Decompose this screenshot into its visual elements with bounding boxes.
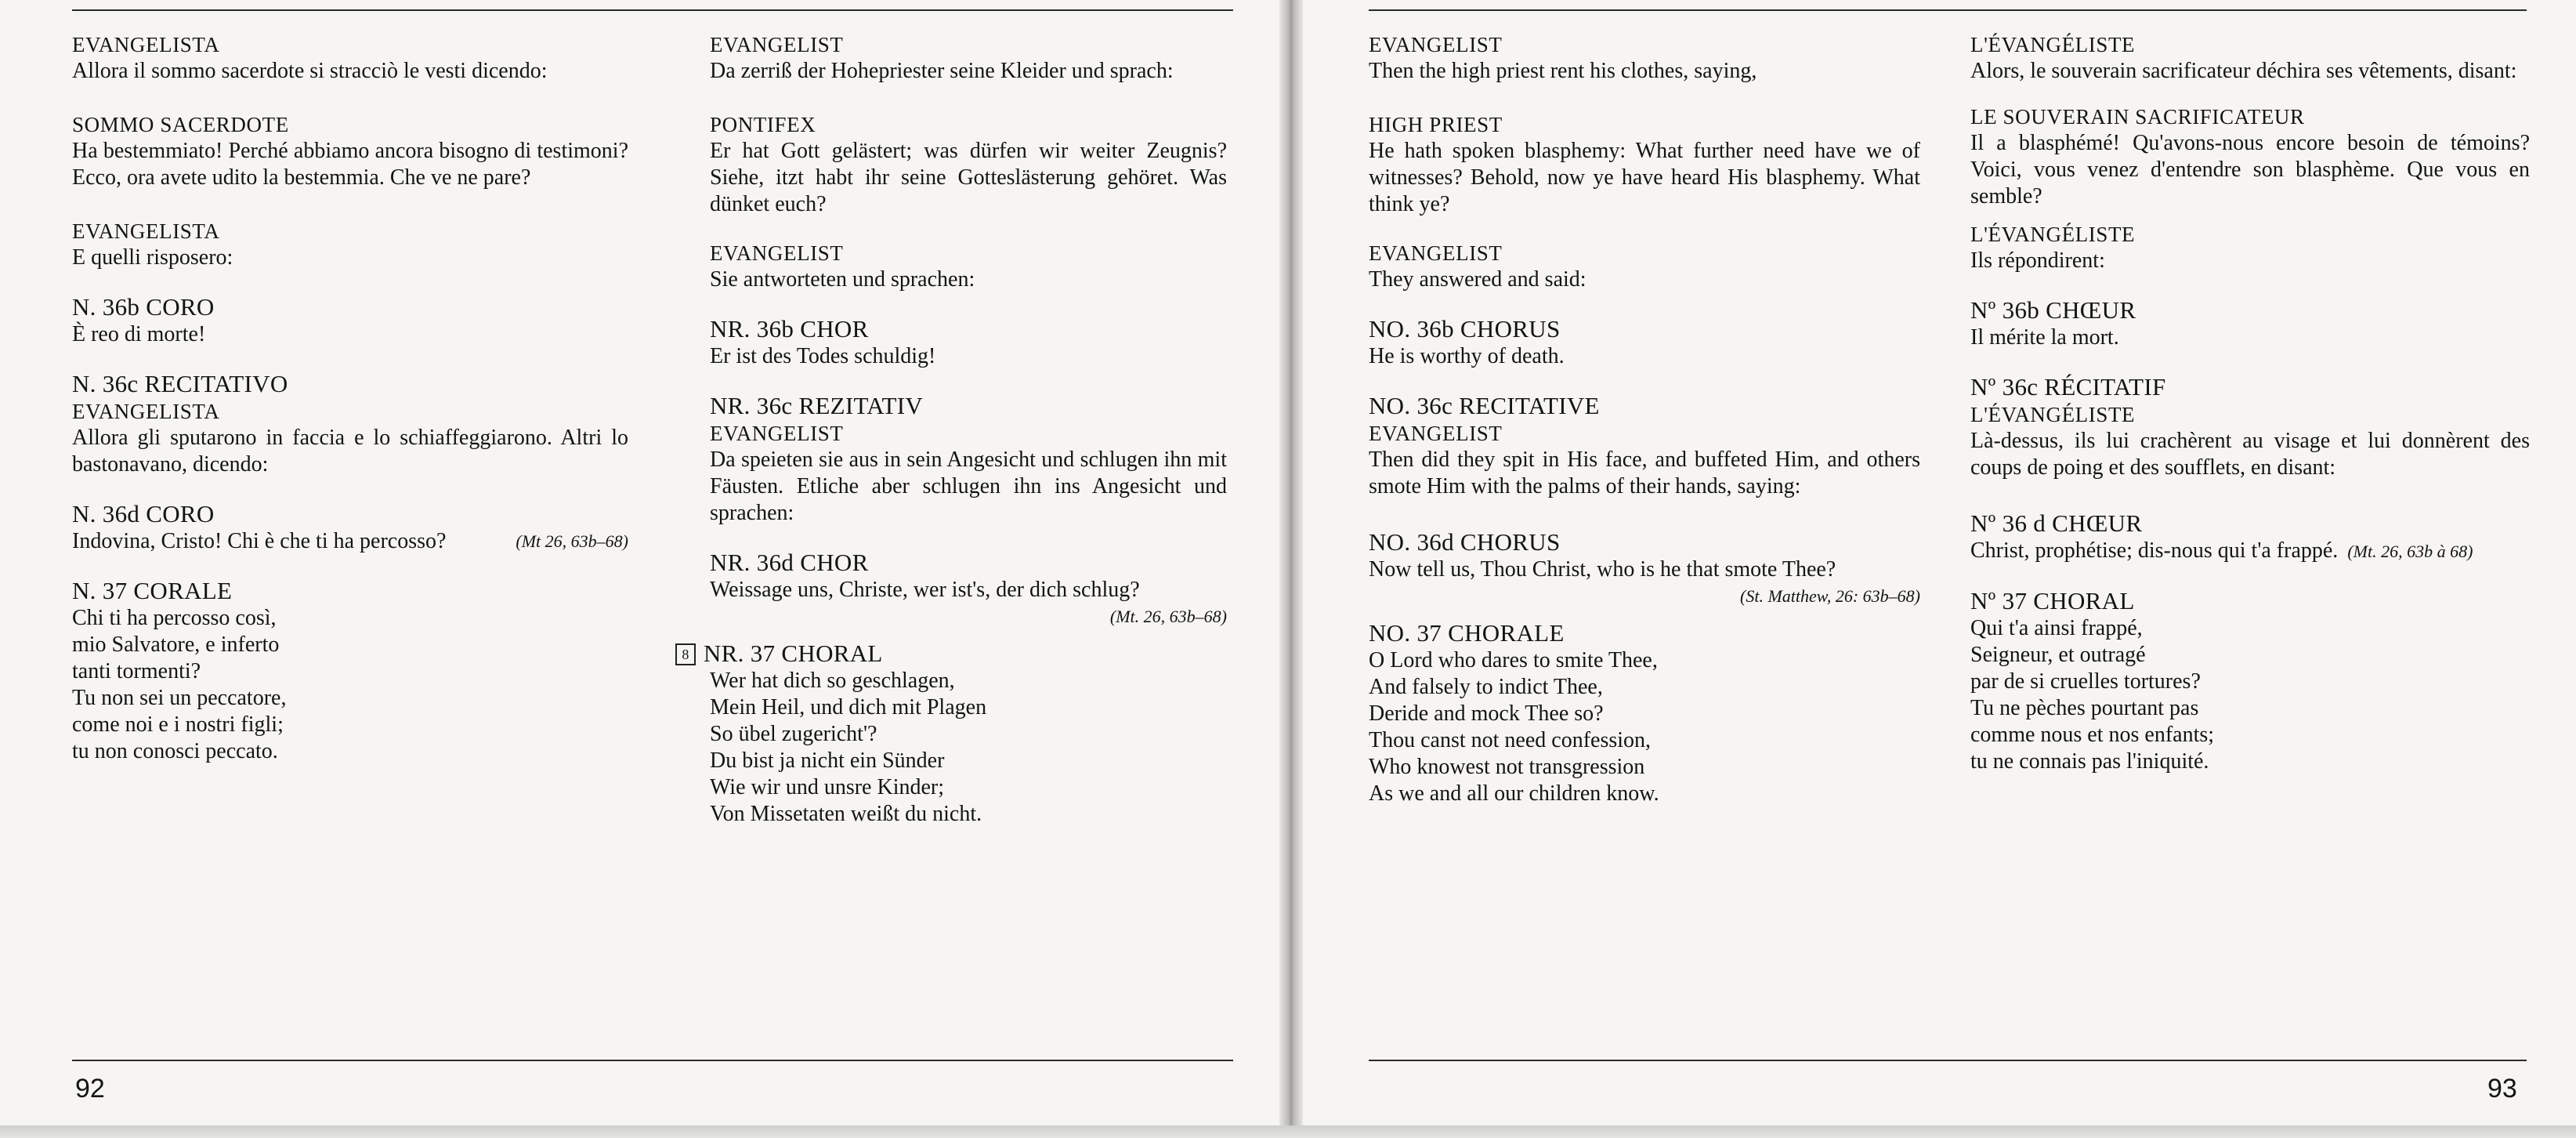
left-page	[0, 0, 1287, 1127]
right-page	[1295, 0, 2576, 1127]
speaker-label: L'ÉVANGÉLISTE	[1970, 223, 2136, 246]
section-heading: NR. 36b CHOR	[710, 315, 869, 342]
section-heading: N. 36d CORO	[72, 500, 215, 527]
text-line: Sie antworteten und sprachen:	[710, 267, 975, 292]
verse-line: Qui t'a ainsi frappé,	[1970, 616, 2143, 640]
speaker-label: SOMMO SACERDOTE	[72, 113, 289, 136]
speaker-label: EVANGELISTA	[72, 400, 220, 423]
text-paragraph: Il a blasphémé! Qu'avons-nous encore besoin de témoins? Voici, vous venez d'entendre son blasphème. Que vous en semble?	[1970, 131, 2530, 208]
scripture-reference: (Mt. 26, 63b–68)	[1109, 607, 1227, 626]
scripture-reference: (St. Matthew, 26: 63b–68)	[1740, 586, 1920, 606]
verse-line: Chi ti ha percosso così,	[72, 606, 277, 630]
text-line	[1970, 538, 2530, 565]
scripture-reference: (Mt 26, 63b–68)	[516, 531, 628, 551]
verse-line: So übel zugericht'?	[710, 722, 877, 746]
speaker-label: EVANGELISTA	[72, 219, 220, 243]
section-heading: NR. 37 CHORAL	[704, 640, 883, 667]
text-paragraph: Then did they spit in His face, and buffeted Him, and others smote Him with the palms of their hands, saying:	[1369, 448, 1920, 498]
page-edge-shadow	[0, 1125, 2576, 1138]
verse-line: Wie wir und unsre Kinder;	[710, 775, 945, 799]
text-line: Then the high priest rent his clothes, saying,	[1369, 59, 1757, 83]
verse-line: come noi e i nostri figli;	[72, 712, 284, 737]
verse-line: Tu non sei un peccatore,	[72, 686, 287, 710]
text-line: Allora il sommo sacerdote si stracciò le vesti dicendo:	[72, 59, 548, 83]
verse-line: Mein Heil, und dich mit Plagen	[710, 695, 987, 719]
scripture-reference: (Mt. 26, 63b à 68)	[2347, 542, 2473, 561]
text-paragraph: Er hat Gott gelästert; was dürfen wir weiter Zeugnis? Siehe, itzt habt ihr seine Gotteslästerung gehöret. Was dünket euch?	[710, 139, 1227, 216]
speaker-label: PONTIFEX	[710, 113, 816, 136]
speaker-label: EVANGELISTA	[72, 33, 220, 56]
section-heading: Nº 36b CHŒUR	[1970, 296, 2136, 324]
track-number-box: 8	[675, 643, 696, 665]
section-heading-row	[675, 640, 1227, 668]
verse-line: Seigneur, et outragé	[1970, 643, 2146, 667]
section-heading: NO. 36c RECITATIVE	[1369, 392, 1600, 419]
text-paragraph: Alors, le souverain sacrificateur déchira ses vêtements, disant:	[1970, 59, 2517, 83]
verse-line: And falsely to indict Thee,	[1369, 675, 1603, 699]
text-line: È reo di morte!	[72, 322, 206, 346]
section-heading: NR. 36d CHOR	[710, 549, 869, 576]
french-column	[1970, 31, 2530, 775]
verse-line: As we and all our children know.	[1369, 781, 1659, 806]
page-number-left: 92	[75, 1074, 105, 1104]
speaker-label: HIGH PRIEST	[1369, 113, 1503, 136]
book-gutter	[1279, 0, 1303, 1138]
verse-line: Wer hat dich so geschlagen,	[710, 669, 955, 693]
text-paragraph: He hath spoken blasphemy: What further need have we of witnesses? Behold, now ye have heard His blasphemy. What think ye?	[1369, 139, 1920, 216]
section-heading: N. 36b CORO	[72, 293, 215, 321]
verse-line: par de si cruelles tortures?	[1970, 669, 2201, 694]
verse-line: Tu ne pèches pourtant pas	[1970, 696, 2199, 720]
section-heading: NO. 36b CHORUS	[1369, 315, 1561, 342]
verse-line: O Lord who dares to smite Thee,	[1369, 648, 1658, 672]
verse-line: tanti tormenti?	[72, 659, 201, 683]
verse-line: Who knowest not transgression	[1369, 755, 1645, 779]
text-line: He is worthy of death.	[1369, 344, 1565, 368]
bottom-rule-left	[72, 1060, 1233, 1061]
speaker-label: EVANGELIST	[710, 422, 844, 445]
speaker-label: L'ÉVANGÉLISTE	[1970, 33, 2136, 56]
speaker-label: EVANGELIST	[710, 241, 844, 265]
english-column	[1369, 31, 1920, 807]
page-number-right: 93	[2487, 1074, 2517, 1104]
verse-line: Von Missetaten weißt du nicht.	[710, 802, 982, 826]
verse-line: Thou canst not need confession,	[1369, 728, 1652, 752]
section-heading: N. 37 CORALE	[72, 577, 233, 604]
top-rule-right	[1369, 9, 2527, 11]
text-line: They answered and said:	[1369, 267, 1586, 292]
verse-line: Du bist ja nicht ein Sünder	[710, 748, 945, 773]
text-paragraph: Da speieten sie aus in sein Angesicht und schlugen ihn mit Fäusten. Etliche aber schlugen ihn ins Angesicht und sprachen:	[710, 448, 1227, 525]
section-heading: N. 36c RECITATIVO	[72, 370, 288, 397]
text-line: Il mérite la mort.	[1970, 325, 2119, 350]
italian-column	[72, 31, 628, 765]
verse-line: comme nous et nos enfants;	[1970, 723, 2215, 747]
section-heading: Nº 36c RÉCITATIF	[1970, 373, 2166, 400]
text-line: Da zerriß der Hohepriester seine Kleider und sprach:	[710, 59, 1174, 83]
verse-line: mio Salvatore, e inferto	[72, 632, 280, 657]
section-heading: Nº 36 d CHŒUR	[1970, 509, 2143, 537]
top-rule-left	[72, 9, 1233, 11]
text-paragraph: Là-dessus, ils lui crachèrent au visage et lui donnèrent des coups de poing et des soufflets, en disant:	[1970, 429, 2530, 480]
text-paragraph: Ha bestemmiato! Perché abbiamo ancora bisogno di testimoni? Ecco, ora avete udito la bestemmia. Che ve ne pare?	[72, 139, 628, 190]
section-heading: NR. 36c REZITATIV	[710, 392, 924, 419]
text-line: Now tell us, Thou Christ, who is he that smote Thee?	[1369, 557, 1836, 582]
verse-line: Deride and mock Thee so?	[1369, 701, 1604, 726]
text-paragraph: Allora gli sputarono in faccia e lo schiaffeggiarono. Altri lo bastonavano, dicendo:	[72, 426, 628, 477]
text-line: E quelli risposero:	[72, 245, 233, 270]
speaker-label: EVANGELIST	[1369, 241, 1503, 265]
bottom-rule-right	[1369, 1060, 2527, 1061]
speaker-label: L'ÉVANGÉLISTE	[1970, 403, 2136, 426]
text-span: Indovina, Cristo! Chi è che ti ha percosso?	[72, 529, 447, 553]
section-heading: Nº 37 CHORAL	[1970, 587, 2135, 614]
verse-line: tu non conosci peccato.	[72, 739, 278, 763]
speaker-label: EVANGELIST	[1369, 33, 1503, 56]
speaker-label: LE SOUVERAIN SACRIFICATEUR	[1970, 105, 2305, 129]
text-line: Ils répondirent:	[1970, 248, 2105, 273]
speaker-label: EVANGELIST	[1369, 422, 1503, 445]
text-line: Weissage uns, Christe, wer ist's, der dich schlug?	[710, 578, 1140, 602]
text-span: Christ, prophétise; dis-nous qui t'a frappé.	[1970, 538, 2339, 563]
speaker-label: EVANGELIST	[710, 33, 844, 56]
text-line	[72, 528, 628, 555]
section-heading: NO. 37 CHORALE	[1369, 619, 1565, 647]
section-heading: NO. 36d CHORUS	[1369, 528, 1561, 556]
verse-line: tu ne connais pas l'iniquité.	[1970, 749, 2209, 774]
german-column	[682, 31, 1227, 828]
text-line: Er ist des Todes schuldig!	[710, 344, 936, 368]
